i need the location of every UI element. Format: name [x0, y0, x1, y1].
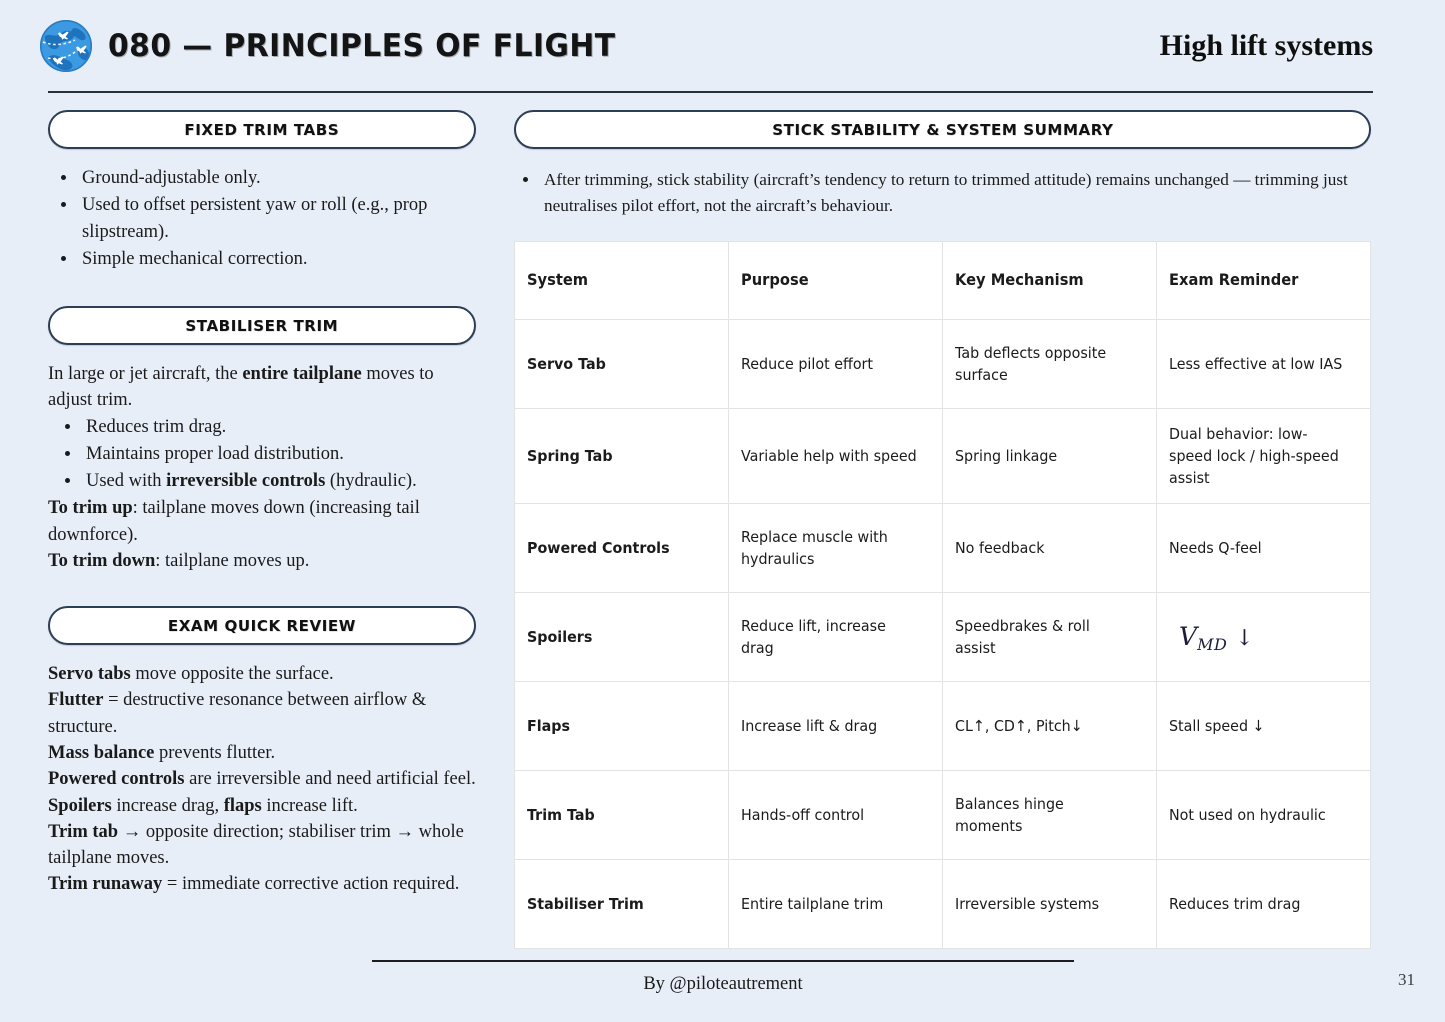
cell-system: [515, 860, 729, 949]
cell-system: [515, 320, 729, 409]
left-column: [48, 110, 482, 952]
review-line: [48, 740, 482, 766]
column-header-key-mechanism: [943, 242, 1157, 320]
review-line-rest: → opposite direction; stabiliser trim → whole tailplane moves.: [48, 821, 464, 869]
table-row: [515, 860, 1371, 949]
table-row: [515, 682, 1371, 771]
cell-purpose: [729, 504, 943, 593]
cell-text: Flaps: [527, 717, 571, 736]
review-line: [48, 871, 482, 897]
review-line-bold: Powered controls: [48, 769, 185, 790]
footer-divider: [372, 960, 1074, 962]
cell-system: [515, 771, 729, 860]
cell-system: [515, 409, 729, 504]
table-row: [515, 771, 1371, 860]
right-column: [514, 110, 1371, 952]
cell-text: Trim Tab: [527, 806, 595, 825]
table-row: [515, 320, 1371, 409]
column-header-label: Purpose: [741, 271, 809, 290]
review-line-bold: Servo tabs: [48, 664, 131, 685]
cell-text: Balances hinge moments: [955, 795, 1064, 836]
cell-purpose: [729, 593, 943, 682]
cell-mechanism: [943, 682, 1157, 771]
bullet-text-c: (hydraulic).: [325, 471, 417, 492]
cell-reminder: [1157, 504, 1371, 593]
list-item: • Maintains proper load distribution.: [82, 441, 482, 467]
cell-reminder: [1157, 409, 1371, 504]
review-line-rest: are irreversible and need artificial feel.: [184, 769, 476, 790]
cell-system: [515, 593, 729, 682]
column-header-exam-reminder: [1157, 242, 1371, 320]
cell-purpose: [729, 682, 943, 771]
cell-text: Variable help with speed: [741, 447, 917, 466]
column-header-system: [515, 242, 729, 320]
cell-text: Spoilers: [527, 628, 593, 647]
page-title: 080 — PRINCIPLES OF FLIGHT: [108, 28, 616, 64]
trim-down-label: To trim down: [48, 550, 156, 571]
cell-text: Speedbrakes & roll assist: [955, 617, 1090, 658]
page-number: 31: [1398, 970, 1415, 989]
column-header-label: Exam Reminder: [1169, 271, 1299, 290]
cell-text: Reduce lift, increase drag: [741, 617, 886, 658]
stabiliser-trim-content: [48, 361, 482, 574]
list-item: • Simple mechanical correction.: [78, 246, 482, 272]
review-line-rest: move opposite the surface.: [130, 664, 334, 685]
cell-mechanism: [943, 320, 1157, 409]
fixed-trim-tabs-bullets: [48, 165, 482, 272]
cell-reminder: [1157, 320, 1371, 409]
review-line: [48, 766, 482, 792]
page-header: [0, 0, 1445, 92]
cell-text: Entire tailplane trim: [741, 895, 884, 914]
trim-up-text: : tailplane moves down (increasing tail downforce).: [48, 498, 420, 545]
table-header-row: [515, 242, 1371, 320]
cell-purpose: [729, 409, 943, 504]
cell-mechanism: [943, 409, 1157, 504]
cell-text: Reduce pilot effort: [741, 355, 874, 374]
stick-stability-intro-bullets: [514, 167, 1371, 219]
page-body: [0, 110, 1445, 952]
review-line-rest: prevents flutter.: [154, 742, 276, 763]
system-summary-table: [514, 241, 1371, 949]
cell-text: Stabiliser Trim: [527, 895, 644, 914]
page-footer: [0, 952, 1445, 1022]
cell-text: Needs Q-feel: [1169, 539, 1262, 558]
section-heading-label: STABILISER TRIM: [185, 316, 339, 335]
globe-airplanes-icon: [38, 18, 94, 74]
cell-text: Spring Tab: [527, 447, 613, 466]
cell-reminder: [1157, 860, 1371, 949]
cell-mechanism: [943, 860, 1157, 949]
list-item: • After trimming, stick stability (aircraft’s tendency to return to trimmed attitude) remains unchanged — trimming just neutralises pilot effort, not the aircraft’s behaviour.: [540, 167, 1371, 219]
formula-symbol: V: [1179, 621, 1198, 651]
review-line-bold: Spoilers: [48, 795, 112, 816]
review-line-rest: = destructive resonance between airflow & structure.: [48, 690, 427, 737]
cell-mechanism: [943, 504, 1157, 593]
review-line-bold: Mass balance: [48, 742, 155, 763]
section-heading-stick-stability: [514, 110, 1371, 149]
table-row: [515, 593, 1371, 682]
table-row: [515, 409, 1371, 504]
cell-text: No feedback: [955, 539, 1045, 558]
review-line: [48, 687, 482, 740]
cell-mechanism: [943, 593, 1157, 682]
cell-purpose: [729, 771, 943, 860]
review-line-bold: Trim tab: [48, 821, 119, 842]
cell-mechanism: [943, 771, 1157, 860]
list-item: • Ground-adjustable only.: [78, 165, 482, 191]
trim-down-line: [48, 548, 482, 574]
cell-text: Irreversible systems: [955, 895, 1100, 914]
cell-reminder: [1157, 682, 1371, 771]
column-header-purpose: [729, 242, 943, 320]
cell-text: Increase lift & drag: [741, 717, 878, 736]
section-spacer: [48, 574, 482, 606]
column-header-label: Key Mechanism: [955, 271, 1084, 290]
exam-quick-review-content: [48, 661, 482, 897]
review-line-rest-2: increase lift.: [261, 795, 358, 816]
review-line: [48, 819, 482, 872]
section-heading-fixed-trim-tabs: [48, 110, 476, 149]
review-line-bold-2: flaps: [223, 795, 262, 816]
cell-text: Reduces trim drag: [1169, 895, 1301, 914]
review-line-rest: increase drag,: [111, 795, 224, 816]
cell-reminder: [1157, 771, 1371, 860]
section-heading-label: EXAM QUICK REVIEW: [167, 616, 357, 635]
intro-text-c: moves to adjust trim.: [48, 364, 434, 411]
cell-text: CL↑, CD↑, Pitch↓: [955, 717, 1083, 736]
trim-up-line: [48, 495, 482, 548]
bullet-text-bold: irreversible controls: [166, 471, 326, 492]
column-header-label: System: [527, 271, 589, 290]
section-heading-stabiliser-trim: [48, 306, 476, 345]
stabiliser-trim-bullets: [48, 414, 482, 495]
list-item: [82, 468, 482, 494]
trim-up-label: To trim up: [48, 498, 133, 519]
fixed-trim-tabs-content: [48, 165, 482, 272]
footer-credit: By @piloteautrement: [643, 974, 803, 994]
section-heading-label: STICK STABILITY & SYSTEM SUMMARY: [771, 120, 1114, 139]
review-line: [48, 793, 482, 819]
formula-subscript: MD: [1197, 634, 1228, 654]
brand: [38, 18, 637, 74]
cell-text: Not used on hydraulic: [1169, 806, 1326, 825]
cell-purpose: [729, 860, 943, 949]
cell-system: [515, 682, 729, 771]
down-arrow-icon: ↓: [1235, 625, 1254, 651]
bullet-text-a: Used with: [86, 471, 167, 492]
cell-text: Dual behavior: low-speed lock / high-speed assist: [1169, 425, 1339, 488]
cell-text: Spring linkage: [955, 447, 1058, 466]
cell-text: Powered Controls: [527, 539, 670, 558]
intro-text-a: In large or jet aircraft, the: [48, 364, 243, 385]
vmd-formula: [1169, 619, 1254, 656]
list-item: • Used to offset persistent yaw or roll (e.g., prop slipstream).: [78, 192, 482, 245]
trim-down-text: : tailplane moves up.: [155, 550, 310, 571]
review-line-rest: = immediate corrective action required.: [162, 874, 460, 895]
review-line-bold: Trim runaway: [48, 874, 163, 895]
intro-text-bold: entire tailplane: [242, 364, 362, 385]
cell-text: Servo Tab: [527, 355, 606, 374]
section-heading-label: FIXED TRIM TABS: [184, 120, 340, 139]
cell-purpose: [729, 320, 943, 409]
section-spacer: [48, 273, 482, 306]
cell-system: [515, 504, 729, 593]
cell-text: Stall speed ↓: [1169, 717, 1265, 736]
stabiliser-intro-paragraph: [48, 361, 482, 414]
cell-reminder-formula: [1157, 593, 1371, 682]
section-heading-exam-quick-review: [48, 606, 476, 645]
review-line: [48, 661, 482, 687]
chapter-title: High lift systems: [1159, 29, 1373, 62]
review-line-bold: Flutter: [48, 690, 104, 711]
cell-text: Hands-off control: [741, 806, 865, 825]
cell-text: Less effective at low IAS: [1169, 355, 1343, 374]
header-divider: [48, 91, 1373, 93]
cell-text: Replace muscle with hydraulics: [741, 528, 888, 569]
table-row: [515, 504, 1371, 593]
list-item: • Reduces trim drag.: [82, 414, 482, 440]
cell-text: Tab deflects opposite surface: [955, 344, 1107, 385]
